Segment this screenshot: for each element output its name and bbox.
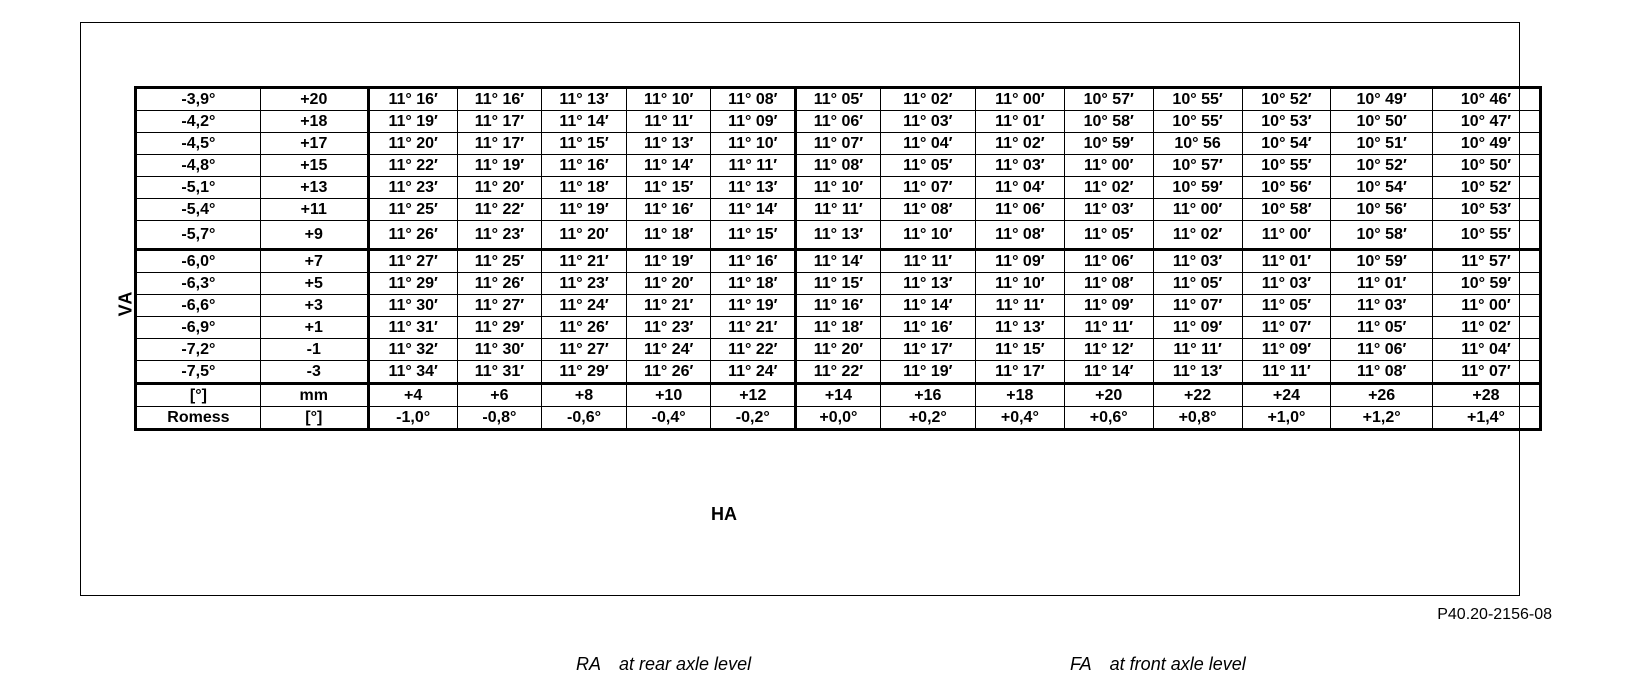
table-cell: 11° 06′ (796, 111, 881, 133)
table-cell: 10° 59′ (1331, 250, 1433, 273)
table-cell: 11° 19′ (880, 361, 975, 384)
table-row (136, 155, 1541, 177)
table-cell: 11° 05′ (880, 155, 975, 177)
table-cell: 10° 53′ (1432, 199, 1540, 221)
table-cell: 11° 15′ (796, 273, 881, 295)
table-cell: 11° 17′ (975, 361, 1064, 384)
row-unit-cell: +9 (260, 221, 368, 250)
table-cell: 11° 29′ (368, 273, 457, 295)
table-cell: 11° 00′ (1432, 295, 1540, 317)
table-cell: 11° 26′ (542, 317, 627, 339)
table-cell: 11° 01′ (975, 111, 1064, 133)
table-cell: +1,0° (1242, 407, 1331, 430)
table-cell: +0,0° (796, 407, 881, 430)
table-cell: +8 (542, 384, 627, 407)
table-row (136, 407, 1541, 430)
table-cell: 11° 25′ (368, 199, 457, 221)
table-cell: 11° 13′ (711, 177, 796, 199)
table-cell: 11° 10′ (796, 177, 881, 199)
table-cell: 11° 10′ (711, 133, 796, 155)
table-cell: 11° 16′ (711, 250, 796, 273)
table-cell: 10° 50′ (1432, 155, 1540, 177)
table-cell: 11° 17′ (880, 339, 975, 361)
table-cell: +0,8° (1153, 407, 1242, 430)
table-row (136, 88, 1541, 111)
table-cell: 11° 20′ (542, 221, 627, 250)
table-row (136, 221, 1541, 250)
table-cell: 11° 12′ (1064, 339, 1153, 361)
table-cell: 11° 18′ (711, 273, 796, 295)
table-cell: 11° 07′ (796, 133, 881, 155)
table-cell: 11° 09′ (1153, 317, 1242, 339)
table-cell: 11° 11′ (1064, 317, 1153, 339)
table-cell: 11° 21′ (711, 317, 796, 339)
table-cell: +20 (1064, 384, 1153, 407)
table-cell: 11° 01′ (1242, 250, 1331, 273)
table-cell: +18 (975, 384, 1064, 407)
table-cell: 11° 20′ (626, 273, 711, 295)
table-cell: -0,8° (457, 407, 542, 430)
row-label-cell: -6,6° (136, 295, 261, 317)
table-cell: 11° 05′ (1153, 273, 1242, 295)
table-cell: 10° 59′ (1064, 133, 1153, 155)
table-cell: 11° 07′ (1242, 317, 1331, 339)
table-cell: 11° 11′ (711, 155, 796, 177)
table-cell: 10° 52′ (1242, 88, 1331, 111)
row-label-cell: -6,3° (136, 273, 261, 295)
row-label-cell: -5,7° (136, 221, 261, 250)
table-cell: 11° 08′ (1331, 361, 1433, 384)
table-cell: 11° 25′ (457, 250, 542, 273)
table-cell: 11° 27′ (457, 295, 542, 317)
table-cell: 11° 08′ (880, 199, 975, 221)
table-cell: 11° 17′ (457, 111, 542, 133)
table-cell: +4 (368, 384, 457, 407)
row-label-cell: -4,2° (136, 111, 261, 133)
table-cell: 11° 16′ (542, 155, 627, 177)
row-unit-cell: +13 (260, 177, 368, 199)
table-cell: 11° 03′ (1242, 273, 1331, 295)
figure-code: P40.20-2156-08 (1437, 606, 1552, 623)
table-cell: 11° 10′ (626, 88, 711, 111)
table-row (136, 250, 1541, 273)
table-cell: 11° 15′ (975, 339, 1064, 361)
table-cell: 10° 57′ (1064, 88, 1153, 111)
table-cell: 11° 15′ (542, 133, 627, 155)
table-cell: 11° 08′ (711, 88, 796, 111)
table-cell: 10° 56′ (1331, 199, 1433, 221)
table-cell: 11° 22′ (368, 155, 457, 177)
table-cell: 11° 01′ (1331, 273, 1433, 295)
table-cell: 11° 27′ (368, 250, 457, 273)
table-cell: 10° 56 (1153, 133, 1242, 155)
row-unit-cell: -3 (260, 361, 368, 384)
table-cell: 11° 18′ (796, 317, 881, 339)
table-cell: 11° 16′ (880, 317, 975, 339)
table-cell: 11° 17′ (457, 133, 542, 155)
table-cell: 11° 31′ (368, 317, 457, 339)
table-cell: 11° 00′ (1242, 221, 1331, 250)
row-label-cell: [°] (136, 384, 261, 407)
row-label-cell: -7,2° (136, 339, 261, 361)
table-cell: 11° 18′ (542, 177, 627, 199)
table-row (136, 361, 1541, 384)
table-cell: 11° 16′ (457, 88, 542, 111)
va-axis-label: VA (115, 290, 136, 316)
table-cell: 11° 24′ (542, 295, 627, 317)
table-cell: +12 (711, 384, 796, 407)
table-row (136, 273, 1541, 295)
table-cell: +10 (626, 384, 711, 407)
table-cell: 11° 20′ (796, 339, 881, 361)
table-cell: 10° 58′ (1242, 199, 1331, 221)
table-cell: 11° 05′ (1064, 221, 1153, 250)
table-cell: 11° 08′ (796, 155, 881, 177)
table-cell: +0,2° (880, 407, 975, 430)
table-cell: 11° 06′ (1331, 339, 1433, 361)
table-cell: 11° 00′ (975, 88, 1064, 111)
table-row (136, 133, 1541, 155)
table-cell: 11° 23′ (542, 273, 627, 295)
table-cell: 11° 04′ (975, 177, 1064, 199)
table-cell: 10° 55′ (1242, 155, 1331, 177)
table-cell: 11° 06′ (1064, 250, 1153, 273)
table-cell: 10° 52′ (1331, 155, 1433, 177)
table-cell: 11° 14′ (796, 250, 881, 273)
table-cell: 11° 21′ (626, 295, 711, 317)
table-cell: -0,4° (626, 407, 711, 430)
table-cell: 11° 02′ (1432, 317, 1540, 339)
table-cell: 11° 30′ (368, 295, 457, 317)
table-cell: 11° 05′ (796, 88, 881, 111)
table-cell: 11° 15′ (711, 221, 796, 250)
table-cell: 11° 20′ (368, 133, 457, 155)
table-cell: 11° 19′ (457, 155, 542, 177)
table-cell: 10° 58′ (1331, 221, 1433, 250)
row-unit-cell: +1 (260, 317, 368, 339)
table-cell: 11° 13′ (1153, 361, 1242, 384)
table-cell: 11° 29′ (457, 317, 542, 339)
row-label-cell: -4,8° (136, 155, 261, 177)
table-cell: 11° 11′ (880, 250, 975, 273)
table-cell: +0,4° (975, 407, 1064, 430)
table-cell: -0,2° (711, 407, 796, 430)
row-label-cell: Romess (136, 407, 261, 430)
table-cell: 11° 13′ (975, 317, 1064, 339)
table-cell: 11° 09′ (1064, 295, 1153, 317)
table-cell: 11° 18′ (626, 221, 711, 250)
table-cell: 10° 55′ (1153, 111, 1242, 133)
table-cell: 11° 03′ (1153, 250, 1242, 273)
table-cell: 11° 00′ (1064, 155, 1153, 177)
table-cell: 10° 55′ (1432, 221, 1540, 250)
table-cell: 11° 05′ (1242, 295, 1331, 317)
row-label-cell: -5,1° (136, 177, 261, 199)
legend-fa-text: at front axle level (1109, 654, 1246, 674)
table-cell: -0,6° (542, 407, 627, 430)
table-cell: 10° 52′ (1432, 177, 1540, 199)
legend-fa (1070, 654, 1246, 675)
table-row (136, 199, 1541, 221)
row-unit-cell: +7 (260, 250, 368, 273)
table-cell: 11° 15′ (626, 177, 711, 199)
table-row (136, 339, 1541, 361)
ha-axis-label: HA (711, 504, 737, 524)
table-cell: 11° 19′ (542, 199, 627, 221)
table-cell: 11° 29′ (542, 361, 627, 384)
table-cell: 10° 53′ (1242, 111, 1331, 133)
table-cell: 10° 51′ (1331, 133, 1433, 155)
table-cell: 11° 13′ (626, 133, 711, 155)
table-row (136, 111, 1541, 133)
table-cell: 11° 22′ (711, 339, 796, 361)
table-cell: 10° 49′ (1432, 133, 1540, 155)
table-cell: 11° 03′ (1331, 295, 1433, 317)
row-unit-cell: -1 (260, 339, 368, 361)
table-cell: 10° 55′ (1153, 88, 1242, 111)
table-cell: +26 (1331, 384, 1433, 407)
table-cell: 11° 04′ (1432, 339, 1540, 361)
row-label-cell: -5,4° (136, 199, 261, 221)
table-cell: 11° 26′ (626, 361, 711, 384)
row-label-cell: -4,5° (136, 133, 261, 155)
table-cell: 11° 07′ (1153, 295, 1242, 317)
row-unit-cell: [°] (260, 407, 368, 430)
table-cell: 11° 32′ (368, 339, 457, 361)
row-label-cell: -3,9° (136, 88, 261, 111)
table-cell: 11° 24′ (626, 339, 711, 361)
table-cell: 11° 22′ (796, 361, 881, 384)
table-cell: +22 (1153, 384, 1242, 407)
row-unit-cell: +11 (260, 199, 368, 221)
table-cell: +14 (796, 384, 881, 407)
table-cell: 11° 34′ (368, 361, 457, 384)
table-cell: 10° 54′ (1242, 133, 1331, 155)
table-cell: 11° 11′ (796, 199, 881, 221)
table-cell: 11° 14′ (542, 111, 627, 133)
table-cell: 11° 10′ (880, 221, 975, 250)
table-cell: 11° 02′ (975, 133, 1064, 155)
table-cell: 11° 06′ (975, 199, 1064, 221)
table-cell: 11° 13′ (796, 221, 881, 250)
table-cell: 11° 00′ (1153, 199, 1242, 221)
table-cell: 11° 07′ (880, 177, 975, 199)
row-unit-cell: +5 (260, 273, 368, 295)
table-cell: 11° 27′ (542, 339, 627, 361)
row-label-cell: -6,9° (136, 317, 261, 339)
table-cell: 11° 11′ (1153, 339, 1242, 361)
table-cell: 11° 09′ (711, 111, 796, 133)
table-cell: +28 (1432, 384, 1540, 407)
row-unit-cell: +17 (260, 133, 368, 155)
table-cell: 11° 14′ (711, 199, 796, 221)
legend-ra-text: at rear axle level (619, 654, 752, 674)
table-row (136, 384, 1541, 407)
alignment-table (134, 86, 1542, 431)
table-cell: 11° 16′ (796, 295, 881, 317)
table-cell: 11° 10′ (975, 273, 1064, 295)
table-cell: 11° 11′ (626, 111, 711, 133)
table-cell: 10° 54′ (1331, 177, 1433, 199)
table-cell: 10° 59′ (1153, 177, 1242, 199)
table-cell: 11° 16′ (626, 199, 711, 221)
table-cell: 11° 23′ (457, 221, 542, 250)
row-label-cell: -6,0° (136, 250, 261, 273)
table-cell: 10° 50′ (1331, 111, 1433, 133)
table-cell: +1,2° (1331, 407, 1433, 430)
table-cell: 11° 30′ (457, 339, 542, 361)
table-cell: 10° 58′ (1064, 111, 1153, 133)
row-unit-cell: +20 (260, 88, 368, 111)
table-cell: 11° 23′ (368, 177, 457, 199)
table-cell: 11° 20′ (457, 177, 542, 199)
table-cell: 11° 26′ (368, 221, 457, 250)
table-cell: -1,0° (368, 407, 457, 430)
table-cell: +24 (1242, 384, 1331, 407)
table-cell: 11° 03′ (1064, 199, 1153, 221)
table-cell: 11° 05′ (1331, 317, 1433, 339)
table-cell: 11° 19′ (368, 111, 457, 133)
table-cell: 11° 14′ (626, 155, 711, 177)
table-cell: 11° 13′ (542, 88, 627, 111)
table-cell: 11° 23′ (626, 317, 711, 339)
table-cell: 11° 07′ (1432, 361, 1540, 384)
table-cell: 11° 26′ (457, 273, 542, 295)
table-cell: 11° 19′ (626, 250, 711, 273)
table-cell: 11° 31′ (457, 361, 542, 384)
table-cell: 11° 11′ (1242, 361, 1331, 384)
table-cell: 10° 57′ (1153, 155, 1242, 177)
table-cell: 11° 08′ (975, 221, 1064, 250)
legend-fa-abbr: FA (1070, 654, 1092, 674)
table-cell: 11° 19′ (711, 295, 796, 317)
table-cell: 11° 14′ (1064, 361, 1153, 384)
table-cell: 11° 57′ (1432, 250, 1540, 273)
table-cell: 10° 59′ (1432, 273, 1540, 295)
table-cell: 11° 14′ (880, 295, 975, 317)
table-cell: 11° 08′ (1064, 273, 1153, 295)
table-cell: 11° 09′ (1242, 339, 1331, 361)
row-label-cell: -7,5° (136, 361, 261, 384)
table-cell: 10° 47′ (1432, 111, 1540, 133)
table-cell: +1,4° (1432, 407, 1540, 430)
table-cell: 11° 11′ (975, 295, 1064, 317)
table-cell: 11° 04′ (880, 133, 975, 155)
table-cell: +0,6° (1064, 407, 1153, 430)
row-unit-cell: +3 (260, 295, 368, 317)
table-cell: 11° 02′ (1064, 177, 1153, 199)
table-cell: +16 (880, 384, 975, 407)
table-cell: 11° 02′ (880, 88, 975, 111)
row-unit-cell: +18 (260, 111, 368, 133)
table-cell: 11° 09′ (975, 250, 1064, 273)
table-row (136, 317, 1541, 339)
table-row (136, 295, 1541, 317)
legend-ra-abbr: RA (576, 654, 602, 674)
row-unit-cell: mm (260, 384, 368, 407)
table-cell: 11° 03′ (975, 155, 1064, 177)
table-cell: 11° 24′ (711, 361, 796, 384)
table-cell: 10° 49′ (1331, 88, 1433, 111)
legend-ra (576, 654, 751, 675)
table-cell: 11° 21′ (542, 250, 627, 273)
table-cell: 11° 03′ (880, 111, 975, 133)
table-cell: 11° 22′ (457, 199, 542, 221)
table-cell: +6 (457, 384, 542, 407)
table-row (136, 177, 1541, 199)
table-cell: 11° 13′ (880, 273, 975, 295)
table-cell: 11° 16′ (368, 88, 457, 111)
table-cell: 11° 02′ (1153, 221, 1242, 250)
row-unit-cell: +15 (260, 155, 368, 177)
table-cell: 10° 56′ (1242, 177, 1331, 199)
table-cell: 10° 46′ (1432, 88, 1540, 111)
